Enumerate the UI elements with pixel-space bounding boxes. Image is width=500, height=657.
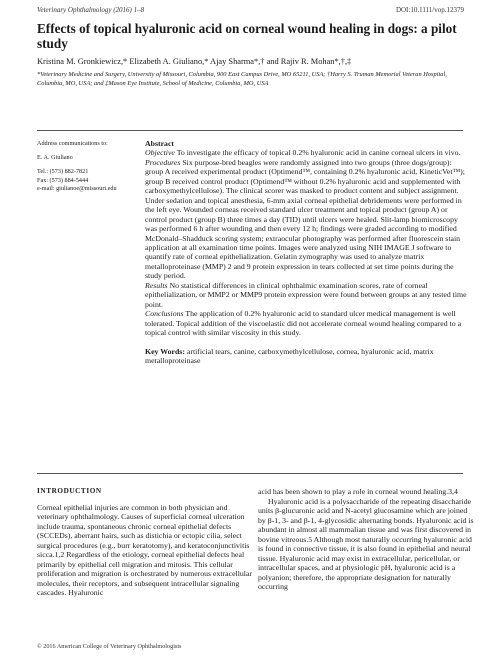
doi-link[interactable]: DOI:10.1111/vop.12379 xyxy=(395,6,464,14)
abstract-conclusions xyxy=(145,309,467,337)
correspondence-tel: Tel.: (573) 882-7821 xyxy=(37,168,89,176)
objective-label: Objective xyxy=(145,148,175,158)
section-heading-introduction: INTRODUCTION xyxy=(37,487,102,495)
keywords xyxy=(145,347,467,366)
correspondence-email[interactable]: e-mail: giulianoe@missouri.edu xyxy=(37,184,117,192)
body-column-right xyxy=(258,487,475,592)
keywords-label: Key Words: xyxy=(145,346,185,356)
abstract-heading: Abstract xyxy=(145,139,175,148)
journal-citation: Veterinary Ophthalmology (2016) 1–8 xyxy=(37,6,145,14)
copyright-footer: © 2016 American College of Veterinary Ophthalmologists xyxy=(37,643,182,650)
correspondence-block xyxy=(37,140,127,193)
header-divider xyxy=(37,130,463,131)
abstract xyxy=(145,139,467,365)
body-column-left xyxy=(37,487,254,598)
abstract-divider xyxy=(37,473,463,474)
results-text: No statistical differences in clinical ophthalmic examination scores, rate of corneal epithelialization, or MMP2 or MMP9 protein expression were found between groups at any tested time point. xyxy=(145,280,467,309)
objective-text: To investigate the efficacy of topical 0.2% hyaluronic acid in canine corneal ulcers in vivo. xyxy=(176,148,461,158)
conclusions-text: The application of 0.2% hyaluronic acid to standard ulcer medical management is well tolerated. Topical addition of the viscoelastic did not accelerate corneal wound healing compared to a topical control with similar viscosity in this study. xyxy=(145,309,462,338)
affiliations: *Veterinary Medicine and Surgery, University of Missouri, Columbia, 900 East Campus Drive, MO 65211, USA; †Harry S. Truman Memorial Veteran Hospital, Columbia, MO, USA; and ‡Mason Eye Institute, School of Medicine, Columbia, MO, USA xyxy=(37,71,447,88)
abstract-objective xyxy=(145,148,467,157)
correspondence-fax: Fax: (573) 884-5444 xyxy=(37,176,89,184)
procedures-text: Six purpose-bred beagles were randomly assigned into two groups (three dogs/group): group A received experimental product (Optimend™, containing 0.2% hyaluronic acid, KineticVet™); group B received control product (Optimend™ without 0.2% hyaluronic acid and supplemented with carboxymethylcellulose). The clinical scorer was masked to product content and subject assignment. Under sedation and topical anesthesia, 6-mm axial corneal epithelial debridements were performed in the left eye. Wounded corneas received standard ulcer treatment and topical product (group A) or control product (group B) three times a day (TID) until ulcers were healed. Slit-lamp biomicroscopy was performed 6 h after wounding and then every 12 h; findings were graded according to modified McDonald–Shadduck scoring system; extraocular photography was performed after fluorescein stain application at all examination time points. Images were analyzed using NIH IMAGE J software to quantify rate of corneal epithelialization. Gelatin zymography was used to analyze matrix metalloproteinase (MMP) 2 and 9 protein expression in tears collected at set time points during the study period. xyxy=(145,157,465,281)
intro-paragraph: Corneal epithelial injuries are common in both physician and veterinary ophthalmology. Causes of superficial corneal ulceration include trauma, spontaneous chronic corneal epithelial defects (SCCEDs), aberrant hairs, such as distichia or ectopic cilia, select surgical procedures (e.g., burr keratotomy), and keratoconjunctivitis sicca.1,2 Regardless of the etiology, corneal epithelial defects heal primarily by epithelial cell migration and mitosis. This cellular proliferation and migration is orchestrated by numerous extracellular molecules, their receptors, and subsequent intracellular signaling cascades. Hyaluronic xyxy=(37,502,252,598)
intro-paragraph: acid has been shown to play a role in corneal wound healing.3,4 xyxy=(258,487,458,496)
abstract-procedures xyxy=(145,158,467,281)
abstract-results xyxy=(145,281,467,309)
keywords-text: artificial tears, canine, carboxymethylcellulose, cornea, hyaluronic acid, matrix metalloproteinase xyxy=(145,346,434,365)
results-label: Results xyxy=(145,280,168,290)
intro-paragraph: Hyaluronic acid is a polysaccharide of the repeating disaccharide units β-glucuronic acid and N-acetyl glucosamine which are joined by β-1, 3- and β-1, 4-glycosidic alternating bonds. Hyaluronic acid is abundant in almost all mammalian tissue and was first discovered in bovine vitreous.5 Although most naturally occurring hyaluronic acid is found in connective tissue, it is also found in epithelial and neural tissue. Hyaluronic acid may exist in extracellular, pericellular, or intracellular spaces, and at physiologic pH, hyaluronic acid is a polyanion; therefore, the appropriate designation for naturally occurring xyxy=(258,496,474,592)
procedures-label: Procedures xyxy=(145,157,181,167)
correspondence-label: Address communications to: xyxy=(37,140,108,147)
author-list: Kristina M. Gronkiewicz,* Elizabeth A. Giuliano,* Ajay Sharma*,† and Rajiv R. Mohan*,†,‡ xyxy=(37,57,352,66)
correspondence-name: E. A. Giuliano xyxy=(37,154,73,162)
article-title: Effects of topical hyaluronic acid on corneal wound healing in dogs: a pilot study xyxy=(37,21,457,52)
conclusions-label: Conclusions xyxy=(145,309,184,319)
